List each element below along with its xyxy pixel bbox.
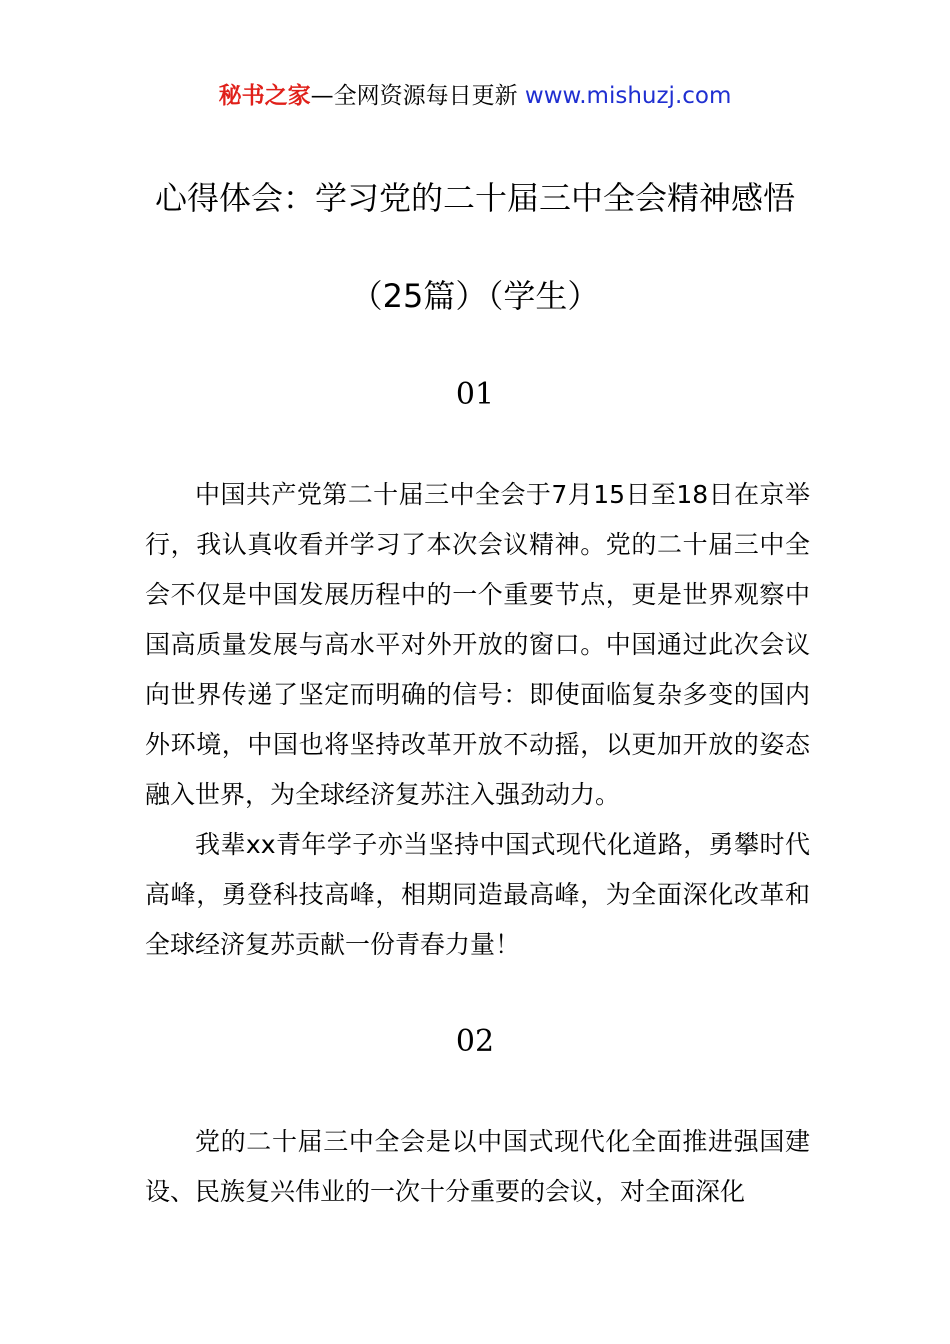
paragraph: 我辈xx青年学子亦当坚持中国式现代化道路，勇攀时代高峰，勇登科技高峰，相期同造最高峰，为全面深化改革和全球经济复苏贡献一份青春力量！ bbox=[145, 830, 810, 959]
section-number: 01 bbox=[455, 377, 495, 412]
paragraph: 党的二十届三中全会是以中国式现代化全面推进强国建设、民族复兴伟业的一次十分重要的会议，对全面深化 bbox=[145, 1127, 810, 1206]
document-title: 心得体会：学习党的二十届三中全会精神感悟 bbox=[154, 179, 795, 217]
site-url-link[interactable]: www.mishuzj.com bbox=[524, 83, 732, 109]
brand-name: 秘书之家 bbox=[218, 83, 311, 109]
header-tagline: —全网资源每日更新 bbox=[310, 83, 525, 109]
document-subtitle: （25篇）（学生） bbox=[350, 277, 600, 315]
section-number: 02 bbox=[455, 1024, 495, 1059]
site-header bbox=[0, 80, 950, 112]
paragraph: 中国共产党第二十届三中全会于7月15日至18日在京举行，我认真收看并学习了本次会议精神。党的二十届三中全会不仅是中国发展历程中的一个重要节点，更是世界观察中国高质量发展与高水平对外开放的窗口。中国通过此次会议向世界传递了坚定而明确的信号：即使面临复杂多变的国内外环境，中国也将坚持改革开放不动摇，以更加开放的姿态融入世界，为全球经济复苏注入强劲动力。 bbox=[145, 480, 810, 809]
